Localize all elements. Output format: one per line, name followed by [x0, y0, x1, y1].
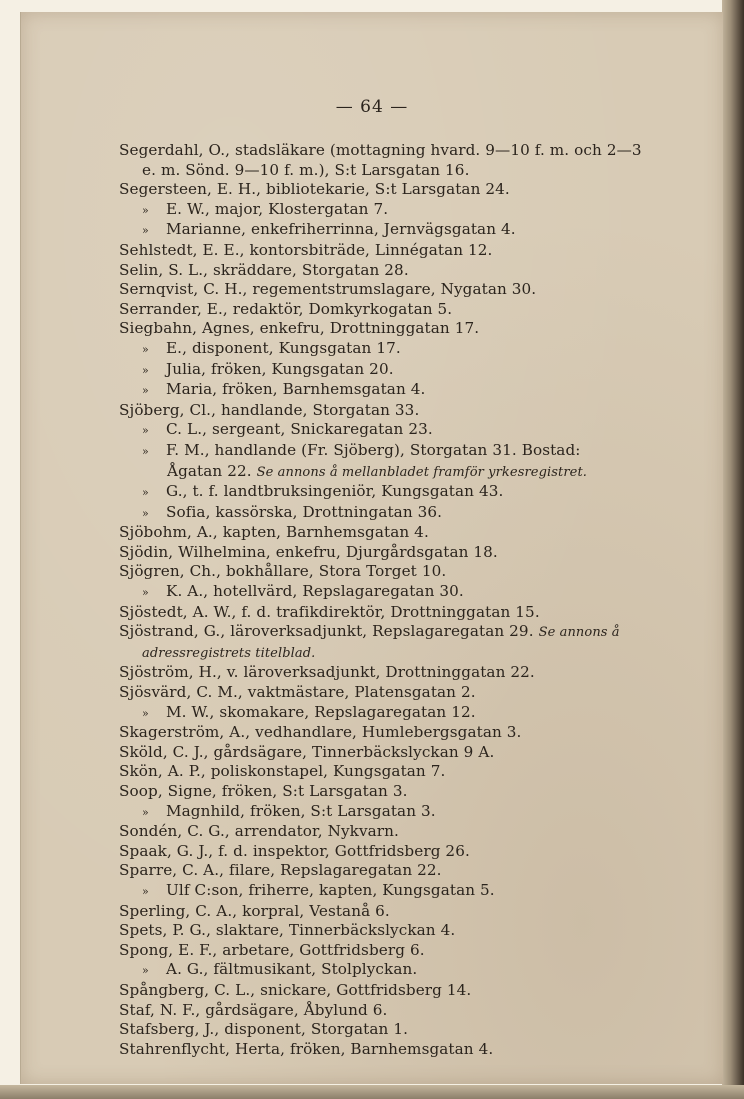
entry-text: F. M., handlande (Fr. Sjöberg), Storgatan 31. Bostad:	[166, 440, 581, 459]
continuation-mark: »	[142, 486, 149, 500]
directory-entry	[119, 822, 699, 842]
entry-text: Serrander, E., redaktör, Domkyrkogatan 5.	[119, 299, 453, 318]
entry-text: Stafsberg, J., disponent, Storgatan 1.	[119, 1020, 409, 1039]
directory-entry	[119, 523, 699, 543]
directory-entry	[119, 802, 699, 823]
continuation-mark: »	[142, 444, 149, 458]
directory-entry	[119, 261, 699, 281]
continuation-mark: »	[142, 224, 149, 238]
directory-entry	[119, 180, 699, 200]
continuation-mark: »	[142, 884, 149, 898]
entry-text: Sköld, C. J., gårdsägare, Tinnerbäckslyckan 9 A.	[119, 742, 495, 761]
entry-text: Maria, fröken, Barnhemsgatan 4.	[166, 380, 426, 399]
directory-entry	[119, 1040, 699, 1060]
entry-text: Spaak, G. J., f. d. inspektor, Gottfridsberg 26.	[119, 841, 470, 860]
directory-entry	[119, 782, 699, 802]
entry-text: Stahrenflycht, Herta, fröken, Barnhemsgatan 4.	[119, 1039, 494, 1058]
directory-entry	[119, 960, 699, 981]
entry-text: Selin, S. L., skräddare, Storgatan 28.	[119, 260, 409, 279]
continuation-mark: »	[142, 964, 149, 978]
directory-entry	[119, 703, 699, 724]
directory-entry	[119, 339, 699, 360]
directory-entry	[119, 420, 699, 441]
directory-entry	[119, 941, 699, 961]
directory-entry	[119, 683, 699, 703]
entry-text: G., t. f. landtbruksingeniör, Kungsgatan 43.	[166, 482, 504, 501]
directory-entry	[119, 200, 699, 221]
directory-entry	[119, 622, 699, 643]
continuation-mark: »	[142, 805, 149, 819]
directory-entry	[119, 220, 699, 241]
directory-entry	[119, 280, 699, 300]
entry-text: K. A., hotellvärd, Repslagaregatan 30.	[166, 582, 464, 601]
entry-text: Sjögren, Ch., bokhållare, Stora Torget 10.	[119, 562, 447, 581]
entry-text: Sondén, C. G., arrendator, Nykvarn.	[119, 822, 399, 841]
entry-text: E., disponent, Kungsgatan 17.	[166, 338, 401, 357]
directory-entry	[119, 241, 699, 261]
entry-text: E. W., major, Klostergatan 7.	[166, 199, 389, 218]
continuation-mark: »	[142, 384, 149, 398]
entry-text: e. m. Sönd. 9—10 f. m.), S:t Larsgatan 16.	[142, 160, 470, 179]
entry-text: Sjösvärd, C. M., vaktmästare, Platensgatan 2.	[119, 683, 476, 702]
continuation-mark: »	[142, 586, 149, 600]
entry-text: Sernqvist, C. H., regementstrumslagare, Nygatan 30.	[119, 280, 537, 299]
directory-entry	[119, 141, 699, 161]
entry-text: Spets, P. G., slaktare, Tinnerbäckslyckan 4.	[119, 921, 456, 940]
entry-text: Skön, A. P., poliskonstapel, Kungsgatan 7.	[119, 762, 446, 781]
directory-entry	[119, 881, 699, 902]
entry-text: Magnhild, fröken, S:t Larsgatan 3.	[166, 801, 436, 820]
entry-text: Skagerström, A., vedhandlare, Humlebergsgatan 3.	[119, 723, 522, 742]
entry-text: Sjöberg, Cl., handlande, Storgatan 33.	[119, 400, 420, 419]
entry-text: Segerdahl, O., stadsläkare (mottagning hvard. 9—10 f. m. och 2—3	[119, 141, 642, 159]
continuation-mark: »	[142, 363, 149, 377]
continuation-mark: »	[142, 203, 149, 217]
page-number: — 64 —	[335, 97, 409, 117]
directory-entry	[119, 643, 699, 664]
continuation-mark: »	[142, 706, 149, 720]
entry-text: Marianne, enkefriherrinna, Jernvägsgatan 4.	[166, 220, 516, 239]
entry-text: Spångberg, C. L., snickare, Gottfridsberg 14.	[119, 980, 472, 999]
entry-text: Spong, E. F., arbetare, Gottfridsberg 6.	[119, 940, 425, 959]
directory-entry	[119, 723, 699, 743]
directory-entry	[119, 842, 699, 862]
directory-entry	[119, 582, 699, 603]
directory-entry	[119, 300, 699, 320]
directory-entry	[119, 482, 699, 503]
directory-entry	[119, 401, 699, 421]
entry-text: Julia, fröken, Kungsgatan 20.	[166, 359, 394, 378]
entry-text: Sjödin, Wilhelmina, enkefru, Djurgårdsgatan 18.	[119, 542, 498, 561]
directory-entry	[119, 503, 699, 524]
advertisement-note: Se annons å	[538, 625, 620, 641]
entry-text: Ulf C:son, friherre, kapten, Kungsgatan 5.	[166, 880, 495, 899]
continuation-mark: »	[142, 424, 149, 438]
directory-entry	[119, 319, 699, 339]
entry-text: Soop, Signe, fröken, S:t Larsgatan 3.	[119, 782, 408, 800]
advertisement-note: adressregistrets titelblad.	[142, 645, 316, 661]
entry-text: Sehlstedt, E. E., kontorsbiträde, Linnégatan 12.	[119, 240, 493, 259]
directory-entry	[119, 603, 699, 623]
entry-text: Sparre, C. A., filare, Repslagaregatan 22.	[119, 861, 442, 880]
directory-entry	[119, 1020, 699, 1040]
continuation-mark: »	[142, 342, 149, 356]
entry-text: Staf, N. F., gårdsägare, Åbylund 6.	[119, 1000, 388, 1019]
entry-text: Sofia, kassörska, Drottningatan 36.	[166, 502, 443, 521]
directory-entry	[119, 762, 699, 782]
entry-text: Segersteen, E. H., bibliotekarie, S:t Larsgatan 24.	[119, 180, 510, 199]
entry-text: Siegbahn, Agnes, enkefru, Drottninggatan 17.	[119, 319, 480, 338]
directory-entry	[119, 921, 699, 941]
directory-entry	[119, 981, 699, 1001]
directory-entry	[119, 462, 699, 483]
directory-entry	[119, 663, 699, 683]
page-bottom-edge	[0, 1085, 744, 1099]
entry-text: Sjöbohm, A., kapten, Barnhemsgatan 4.	[119, 523, 429, 542]
directory-entry	[119, 743, 699, 763]
directory-entry	[119, 861, 699, 881]
directory-entry	[119, 543, 699, 563]
directory-entry	[119, 562, 699, 582]
continuation-mark: »	[142, 506, 149, 520]
directory-entry	[119, 1001, 699, 1021]
directory-entry	[119, 380, 699, 401]
directory-entries	[119, 141, 699, 1059]
directory-entry	[119, 441, 699, 462]
directory-entry	[119, 161, 699, 181]
entry-text: Ågatan 22.	[167, 461, 252, 480]
entry-text: Sjöström, H., v. läroverksadjunkt, Drottninggatan 22.	[119, 663, 535, 682]
entry-text: M. W., skomakare, Repslagaregatan 12.	[166, 702, 476, 721]
directory-entry	[119, 360, 699, 381]
directory-entry	[119, 902, 699, 922]
entry-text: Sjöstedt, A. W., f. d. trafikdirektör, Drottninggatan 15.	[119, 602, 540, 621]
entry-text: Sperling, C. A., korpral, Vestanå 6.	[119, 901, 390, 920]
advertisement-note: Se annons å mellanbladet framför yrkesregistret.	[256, 464, 588, 480]
entry-text: Sjöstrand, G., läroverksadjunkt, Repslagaregatan 29.	[119, 622, 534, 641]
book-spine-shadow	[722, 0, 744, 1099]
entry-text: A. G., fältmusikant, Stolplyckan.	[166, 960, 418, 979]
entry-text: C. L., sergeant, Snickaregatan 23.	[166, 420, 433, 439]
